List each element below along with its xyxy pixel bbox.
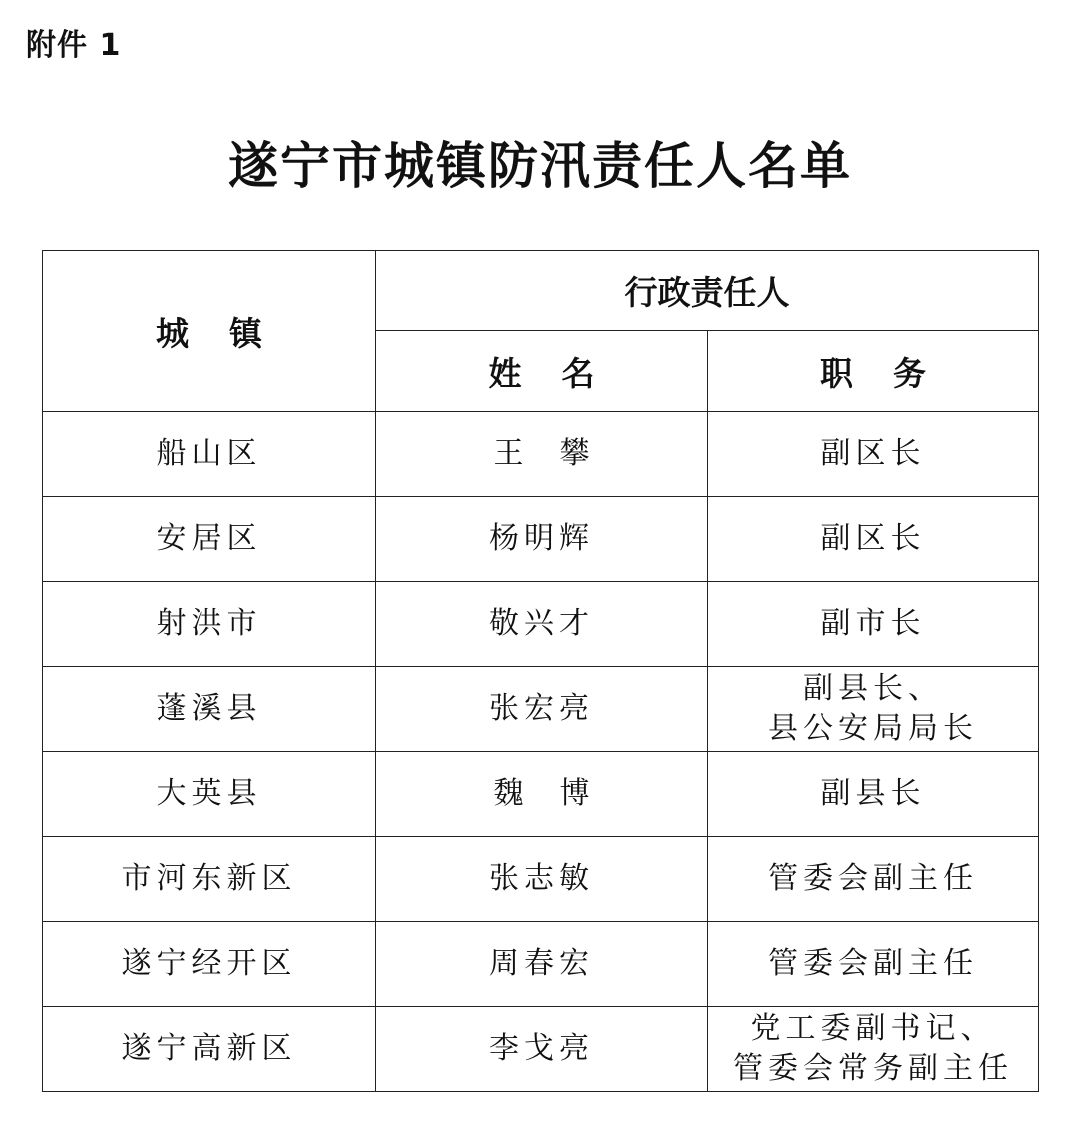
- table-row: [43, 497, 1039, 582]
- position-line: 副区长: [820, 436, 926, 471]
- position-cell: [708, 497, 1039, 582]
- town-cell: 遂宁经开区: [43, 922, 376, 1007]
- position-line: 副区长: [820, 521, 926, 556]
- table-row: [43, 582, 1039, 667]
- table-row: [43, 837, 1039, 922]
- position-cell: [708, 837, 1039, 922]
- person-name-cell: 王攀: [376, 412, 708, 497]
- document-title: 遂宁市城镇防汛责任人名单: [228, 136, 852, 195]
- person-name-cell: 周春宏: [376, 922, 708, 1007]
- position-line: 党工委副书记、: [750, 1011, 996, 1046]
- person-name-cell: 张宏亮: [376, 667, 708, 752]
- position-cell: [708, 752, 1039, 837]
- town-cell: 遂宁高新区: [43, 1007, 376, 1092]
- table-body: [43, 412, 1039, 1092]
- header-position: 职务: [708, 331, 1039, 412]
- position-line: 管委会副主任: [768, 946, 978, 981]
- table-row: [43, 1007, 1039, 1092]
- header-town: 城镇: [43, 251, 376, 412]
- position-cell: [708, 922, 1039, 1007]
- table-row: [43, 922, 1039, 1007]
- position-line: 管委会常务副主任: [733, 1051, 1013, 1086]
- attachment-label: 附件 1: [26, 28, 122, 63]
- position-line: 副县长、: [803, 671, 943, 706]
- person-name-cell: 杨明辉: [376, 497, 708, 582]
- position-line: 副县长: [820, 776, 926, 811]
- person-name-cell: 李戈亮: [376, 1007, 708, 1092]
- header-admin-group: 行政责任人: [376, 251, 1039, 331]
- town-cell: 安居区: [43, 497, 376, 582]
- town-cell: 大英县: [43, 752, 376, 837]
- town-cell: 船山区: [43, 412, 376, 497]
- responsible-persons-table: [42, 250, 1039, 1092]
- position-line: 县公安局局长: [768, 711, 978, 746]
- position-line: 副市长: [820, 606, 926, 641]
- table-row: [43, 752, 1039, 837]
- town-cell: 市河东新区: [43, 837, 376, 922]
- header-name: 姓名: [376, 331, 708, 412]
- person-name-cell: 魏博: [376, 752, 708, 837]
- position-cell: [708, 1007, 1039, 1092]
- position-cell: [708, 667, 1039, 752]
- position-line: 管委会副主任: [768, 861, 978, 896]
- position-cell: [708, 412, 1039, 497]
- position-cell: [708, 582, 1039, 667]
- person-name-cell: 敬兴才: [376, 582, 708, 667]
- town-cell: 蓬溪县: [43, 667, 376, 752]
- table-row: [43, 412, 1039, 497]
- town-cell: 射洪市: [43, 582, 376, 667]
- table-row: [43, 667, 1039, 752]
- person-name-cell: 张志敏: [376, 837, 708, 922]
